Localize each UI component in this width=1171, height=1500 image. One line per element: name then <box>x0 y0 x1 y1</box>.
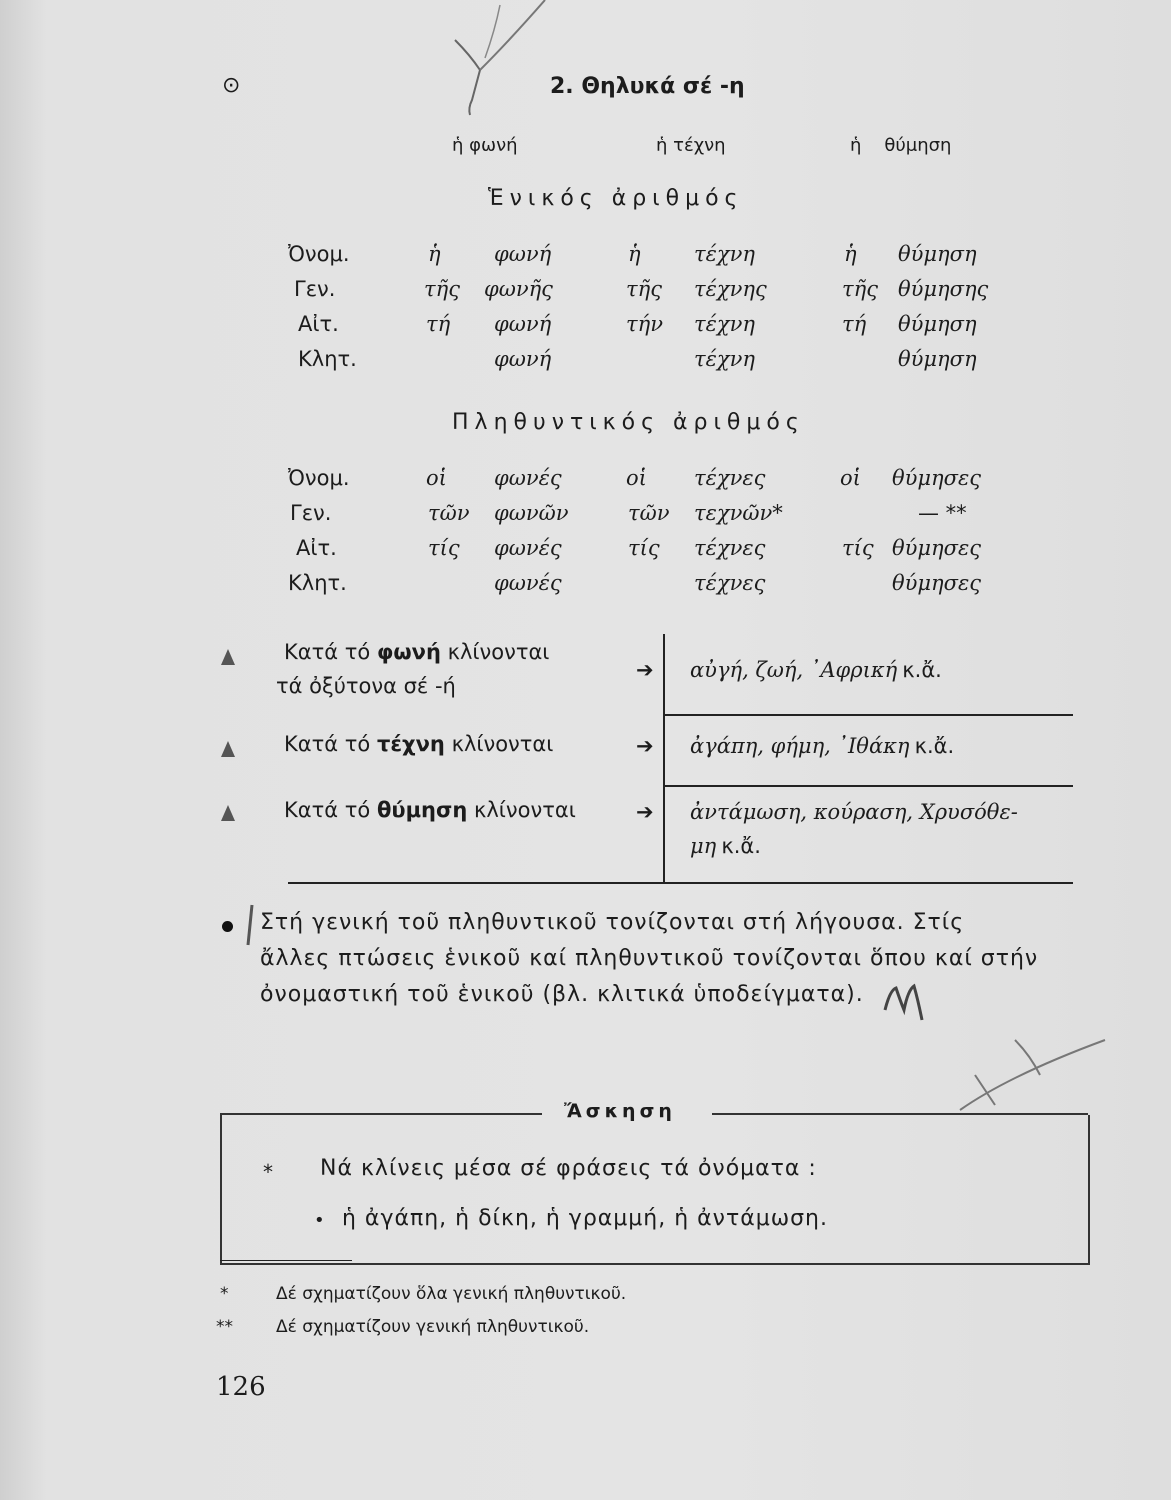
exercise-words: ἡ ἀγάπη, ἡ δίκη, ἡ γραμμή, ἡ ἀντάμωση. <box>342 1206 828 1231</box>
article: τίς <box>428 536 460 560</box>
case-label: Ὀνομ. <box>288 466 350 490</box>
exercise-title: Ἄσκηση <box>564 1100 676 1122</box>
form: θύμηση <box>898 242 977 266</box>
article: τῶν <box>428 501 470 525</box>
footnote-mark: ** <box>216 1317 233 1337</box>
article: τῆς <box>626 277 662 301</box>
plural-heading: Πληθυντικός ἀριθμός <box>452 410 805 435</box>
form: θύμησες <box>892 536 982 560</box>
exercise-star: * <box>263 1160 273 1184</box>
article: τῶν <box>628 501 670 525</box>
article: τή <box>426 312 451 336</box>
form: φωνή <box>494 347 552 371</box>
example-word-1: ἡ φωνή <box>452 135 518 156</box>
rule-phoni-examples: αὐγή, ζωή, ᾿Αφρική κ.ἄ. <box>690 658 942 682</box>
case-label: Αἰτ. <box>298 312 339 336</box>
rule-thymisi-examples: ἀντάμωση, κούραση, Χρυσόθε- <box>690 800 1018 824</box>
rule-thymisi: Κατά τό θύμηση κλίνονται <box>284 798 576 822</box>
section-title: 2. Θηλυκά σέ -η <box>550 74 745 99</box>
form: τέχνη <box>694 347 755 371</box>
article: τίς <box>842 536 874 560</box>
form: φωνῆς <box>484 277 553 301</box>
handwritten-m <box>1 1 2 2</box>
article: ἡ <box>628 242 641 266</box>
rule-phoni-line2: τά ὀξύτονα σέ -ή <box>276 674 456 698</box>
case-label: Κλητ. <box>288 571 347 595</box>
rule-techni: Κατά τό τέχνη κλίνονται <box>284 732 554 756</box>
form: τέχνες <box>694 571 766 595</box>
arrow-icon: ➔ <box>636 800 654 824</box>
note-line-1: Στή γενική τοῦ πληθυντικοῦ τονίζονται στή λήγουσα. Στίς <box>260 910 965 935</box>
article: τή <box>842 312 867 336</box>
footnote-mark: * <box>220 1284 229 1304</box>
form: φωνῶν <box>494 501 569 525</box>
form: τέχνες <box>694 536 766 560</box>
article: ἡ <box>428 242 441 266</box>
rule-thymisi-examples-line2: μη κ.ἄ. <box>690 834 761 858</box>
form: τέχνης <box>694 277 767 301</box>
case-label: Αἰτ. <box>296 536 337 560</box>
article: τῆς <box>842 277 878 301</box>
form: — ** <box>918 501 967 525</box>
form: φωνή <box>494 242 552 266</box>
footnote-text: Δέ σχηματίζουν ὅλα γενική πληθυντικοῦ. <box>276 1284 627 1304</box>
case-label: Γεν. <box>294 277 336 301</box>
footnote-text: Δέ σχηματίζουν γενική πληθυντικοῦ. <box>276 1317 590 1337</box>
article: τήν <box>626 312 663 336</box>
form: τέχνες <box>694 466 766 490</box>
form: φωνές <box>494 536 562 560</box>
arrow-icon: ➔ <box>636 658 654 682</box>
section-symbol: ⊙ <box>222 73 241 98</box>
example-word-2: ἡ τέχνη <box>656 135 726 156</box>
case-label: Γεν. <box>290 501 332 525</box>
case-label: Κλητ. <box>298 347 357 371</box>
article: οἱ <box>426 466 447 490</box>
note-line-2: ἄλλες πτώσεις ἑνικοῦ καί πληθυντικοῦ τονίζονται ὅπου καί στήν <box>260 946 1039 971</box>
form: θύμηση <box>898 347 977 371</box>
exercise-instruction: Νά κλίνεις μέσα σέ φράσεις τά ὀνόματα : <box>320 1156 817 1181</box>
form: φωνές <box>494 466 562 490</box>
example-word-3: ἡ θύμηση <box>850 135 952 156</box>
form: θύμησες <box>892 466 982 490</box>
form: φωνή <box>494 312 552 336</box>
singular-heading: Ἑνικός ἀριθμός <box>488 186 744 211</box>
rule-phoni: Κατά τό φωνή κλίνονται <box>284 640 550 664</box>
form: φωνές <box>494 571 562 595</box>
article: οἱ <box>626 466 647 490</box>
note-line-3: ὀνομαστική τοῦ ἑνικοῦ (βλ. κλιτικά ὑποδείγματα). <box>260 982 864 1007</box>
case-label: Ὀνομ. <box>288 242 350 266</box>
form: τεχνῶν* <box>694 501 783 525</box>
page-number: 126 <box>216 1372 266 1402</box>
article: τίς <box>628 536 660 560</box>
form: τέχνη <box>694 242 755 266</box>
arrow-icon: ➔ <box>636 734 654 758</box>
rule-techni-examples: ἀγάπη, φήμη, ᾿Ιθάκη κ.ἄ. <box>690 734 955 758</box>
article: οἱ <box>840 466 861 490</box>
form: θύμησης <box>898 277 989 301</box>
form: θύμησες <box>892 571 982 595</box>
article: τῆς <box>424 277 460 301</box>
article: ἡ <box>844 242 857 266</box>
form: τέχνη <box>694 312 755 336</box>
form: θύμηση <box>898 312 977 336</box>
exercise-bullet: • <box>314 1210 325 1231</box>
